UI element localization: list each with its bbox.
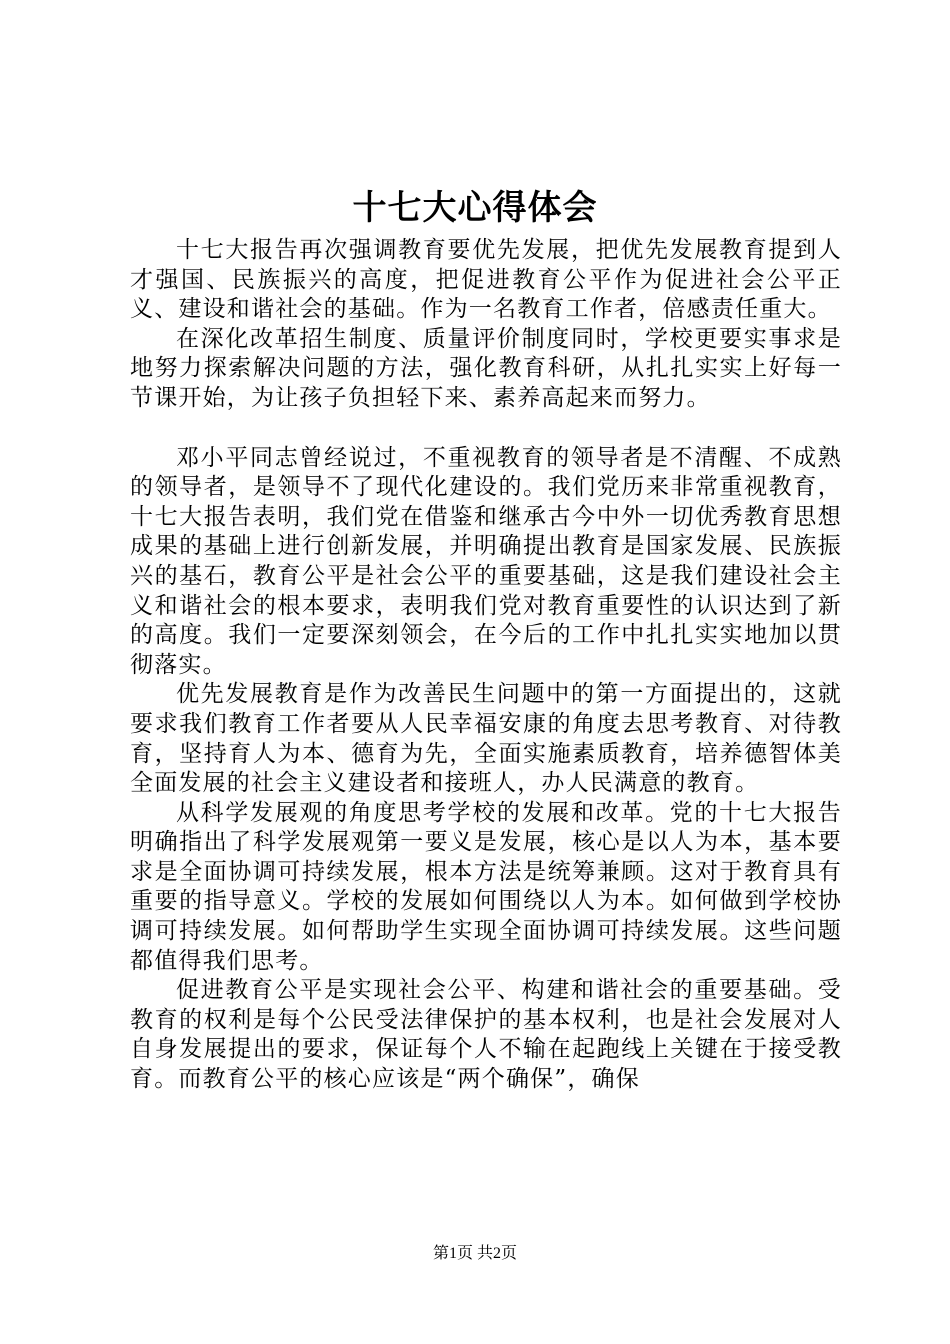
document-title: 十七大心得体会 — [352, 188, 598, 228]
document-body — [130, 236, 842, 1095]
paragraph-6: 促进教育公平是实现社会公平、构建和谐社会的重要基础。受教育的权利是每个公民受法律保护的基本权利，也是社会发展对人自身发展提出的要求，保证每个人不输在起跑线上关键在于接受教育。而教育公平的核心应该是“两个确保”，确保 — [130, 977, 842, 1093]
paragraph-1: 十七大报告再次强调教育要优先发展，把优先发展教育提到人才强国、民族振兴的高度，把促进教育公平作为促进社会公平正义、建设和谐社会的基础。作为一名教育工作者，倍感责任重大。 — [130, 237, 842, 323]
paragraph-spacer — [130, 414, 842, 444]
paragraph-4: 优先发展教育是作为改善民生问题中的第一方面提出的，这就要求我们教育工作者要从人民幸福安康的角度去思考教育、对待教育，坚持育人为本、德育为先，全面实施素质教育，培养德智体美全面发展的社会主义建设者和接班人，办人民满意的教育。 — [130, 681, 842, 797]
page-number-footer: 第1页 共2页 — [432, 1245, 517, 1262]
paragraph-5: 从科学发展观的角度思考学校的发展和改革。党的十七大报告明确指出了科学发展观第一要义是发展，核心是以人为本，基本要求是全面协调可持续发展，根本方法是统筹兼顾。这对于教育具有重要的指导意义。学校的发展如何围绕以人为本。如何做到学校协调可持续发展。如何帮助学生实现全面协调可持续发展。这些问题都值得我们思考。 — [130, 799, 842, 974]
paragraph-2: 在深化改革招生制度、质量评价制度同时，学校更要实事求是地努力探索解决问题的方法，强化教育科研，从扎扎实实上好每一节课开始，为让孩子负担轻下来、素养高起来而努力。 — [130, 325, 842, 411]
paragraph-3: 邓小平同志曾经说过，不重视教育的领导者是不清醒、不成熟的领导者，是领导不了现代化建设的。我们党历来非常重视教育，十七大报告表明，我们党在借鉴和继承古今中外一切优秀教育思想成果的基础上进行创新发展，并明确提出教育是国家发展、民族振兴的基石，教育公平是社会公平的重要基础，这是我们建设社会主义和谐社会的根本要求，表明我们党对教育重要性的认识达到了新的高度。我们一定要深刻领会，在今后的工作中扎扎实实地加以贯彻落实。 — [130, 444, 842, 678]
